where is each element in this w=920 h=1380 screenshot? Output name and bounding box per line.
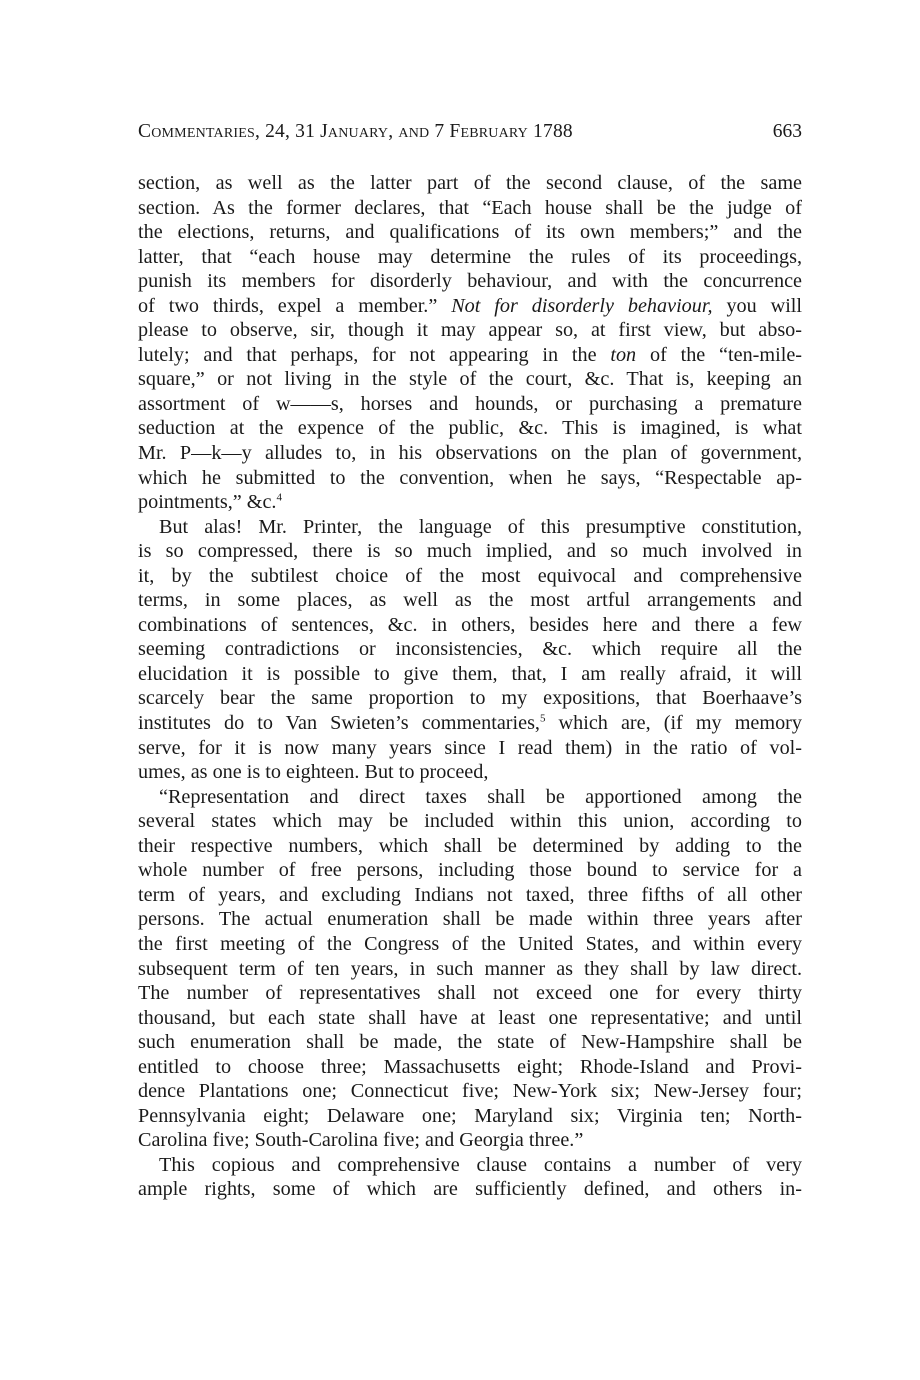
italic-phrase: Not for disorderly behaviour, xyxy=(451,294,713,317)
text-line: the first meeting of the Congress of the United States, and within every xyxy=(138,932,802,955)
footnote-ref-4[interactable]: 4 xyxy=(276,491,282,504)
text-line: umes, as one is to eighteen. But to proceed, xyxy=(138,761,489,784)
text-segment: of two thirds, expel a member.” xyxy=(138,294,438,317)
text-line: Pennsylvania eight; Delaware one; Maryland six; Virginia ten; North- xyxy=(138,1104,802,1127)
text-line: such enumeration shall be made, the state of New-Hampshire shall be xyxy=(138,1031,802,1054)
text-line: Carolina five; South-Carolina five; and Georgia three.” xyxy=(138,1129,584,1152)
text-line: seduction at the expence of the public, &c. This is imagined, is what xyxy=(138,417,802,440)
text-segment: institutes do to Van Swieten’s commentaries, xyxy=(138,712,540,735)
text-line: ample rights, some of which are sufficiently defined, and others in- xyxy=(138,1178,802,1201)
text-line: Mr. P—k—y alludes to, in his observations on the plan of government, xyxy=(138,442,802,465)
text-line: term of years, and excluding Indians not taxed, three fifths of all other xyxy=(138,883,802,906)
text-line: persons. The actual enumeration shall be made within three years after xyxy=(138,908,802,931)
text-line: But alas! Mr. Printer, the language of this presumptive constitution, xyxy=(159,515,802,538)
text-line: combinations of sentences, &c. in others, besides here and there a few xyxy=(138,613,802,636)
footnote-ref-5[interactable]: 5 xyxy=(539,712,546,725)
text-line: The number of representatives shall not exceed one for every thirty xyxy=(138,982,802,1005)
text-line: several states which may be included within this union, according to xyxy=(138,810,802,833)
text-line: section, as well as the latter part of the second clause, of the same xyxy=(138,172,802,194)
text-line: section. As the former declares, that “Each house shall be the judge of xyxy=(138,196,802,219)
text-line: their respective numbers, which shall be determined by adding to the xyxy=(138,834,802,857)
text-line: square,” or not living in the style of the court, &c. That is, keeping an xyxy=(138,368,802,391)
paragraph-2 xyxy=(138,515,802,785)
text-line: seeming contradictions or inconsistencies, &c. which require all the xyxy=(138,638,802,661)
text-line: entitled to choose three; Massachusetts eight; Rhode-Island and Provi- xyxy=(138,1055,802,1078)
text-line xyxy=(138,294,802,319)
text-segment: which are, (if my memory xyxy=(558,712,802,735)
running-title: Commentaries, 24, 31 January, and 7 February 1788 xyxy=(138,121,573,142)
text-segment: of the “ten-mile- xyxy=(649,343,803,366)
text-line: scarcely bear the same proportion to my expositions, that Boerhaave’s xyxy=(138,687,802,710)
text-line: which he submitted to the convention, when he says, “Respectable ap- xyxy=(138,466,802,489)
text-line xyxy=(138,343,802,368)
text-line: the elections, returns, and qualifications of its own members;” and the xyxy=(138,221,802,244)
text-line: “Representation and direct taxes shall be apportioned among the xyxy=(159,785,802,808)
running-head xyxy=(138,121,802,151)
document-page xyxy=(138,121,802,1202)
text-line: thousand, but each state shall have at least one representative; and until xyxy=(138,1006,802,1029)
text-line: whole number of free persons, including those bound to service for a xyxy=(138,859,802,882)
text-line: This copious and comprehensive clause contains a number of very xyxy=(159,1153,802,1176)
text-line: dence Plantations one; Connecticut five; New-York six; New-Jersey four; xyxy=(138,1080,802,1103)
text-line: serve, for it is now many years since I read them) in the ratio of vol- xyxy=(138,736,802,759)
text-line: please to observe, sir, though it may appear so, at first view, but abso- xyxy=(138,319,802,342)
text-line: latter, that “each house may determine the rules of its proceedings, xyxy=(138,245,802,268)
text-line: terms, in some places, as well as the most artful arrangements and xyxy=(138,589,802,612)
text-line: punish its members for disorderly behaviour, and with the concurrence xyxy=(138,270,802,293)
text-line: elucidation it is possible to give them, that, I am really afraid, it will xyxy=(138,662,802,685)
text-line: subsequent term of ten years, in such manner as they shall by law direct. xyxy=(138,957,802,980)
paragraph-1 xyxy=(138,171,802,515)
text-line xyxy=(138,490,802,515)
text-segment: lutely; and that perhaps, for not appearing in the xyxy=(138,343,597,366)
text-line: assortment of w——s, horses and hounds, or purchasing a premature xyxy=(138,392,802,415)
text-line: it, by the subtilest choice of the most equivocal and comprehensive xyxy=(138,564,802,587)
page-number: 663 xyxy=(772,121,802,142)
italic-phrase: ton xyxy=(610,343,637,366)
text-segment: you will xyxy=(726,294,803,317)
paragraph-4 xyxy=(138,1153,802,1202)
paragraph-3 xyxy=(138,785,802,1153)
text-line xyxy=(138,711,802,736)
text-segment: pointments,” &c. xyxy=(138,491,277,514)
text-line: is so compressed, there is so much implied, and so much involved in xyxy=(138,540,802,563)
